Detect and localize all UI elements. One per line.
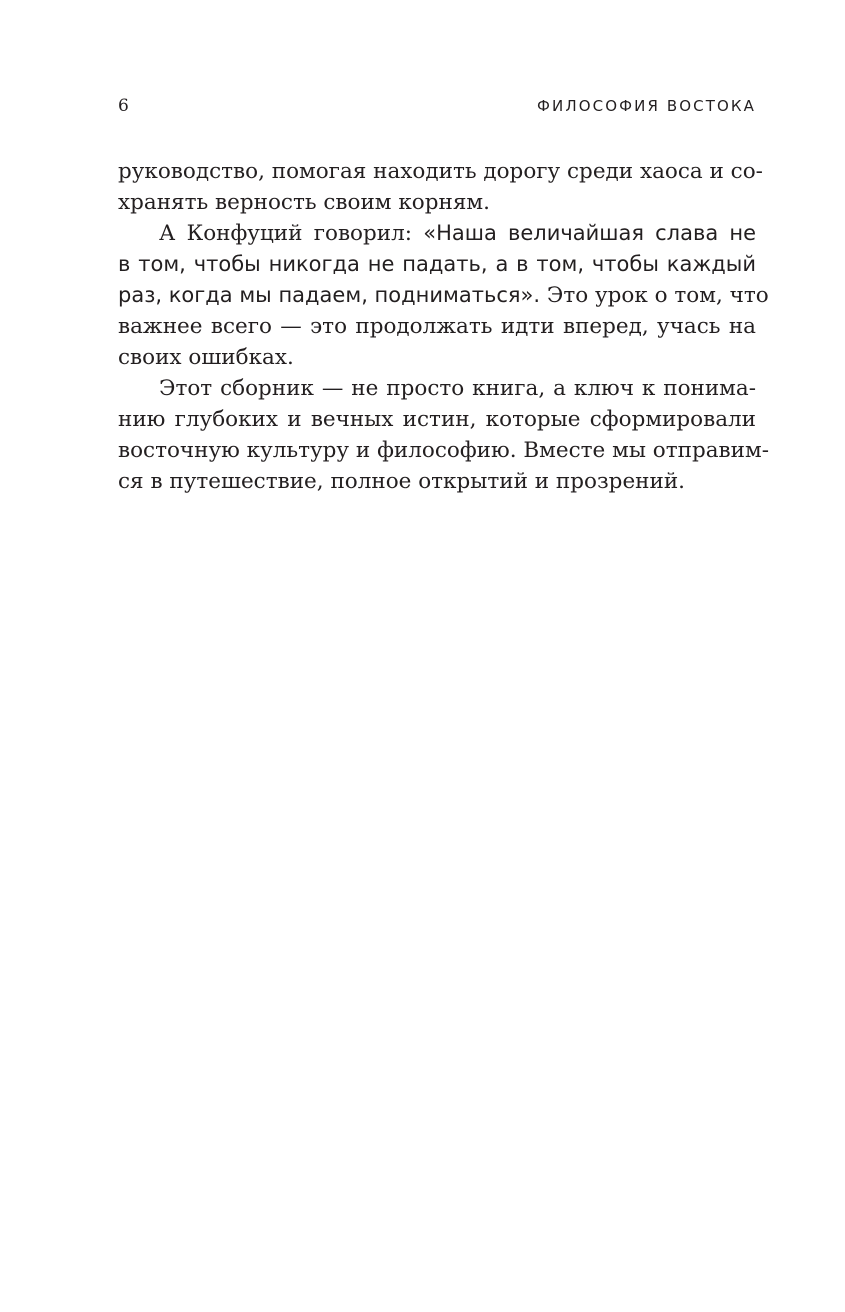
text-line: ся в путешествие, полное открытий и прозрений. bbox=[118, 469, 685, 494]
page-number: 6 bbox=[118, 96, 129, 116]
running-head: ФИЛОСОФИЯ ВОСТОКА bbox=[537, 97, 756, 115]
text-line: в том, чтобы никогда не падать, а в том, чтобы каждый bbox=[118, 252, 756, 276]
text-line: Этот сборник — не просто книга, а ключ к понима- bbox=[159, 376, 756, 401]
quote-run: раз, когда мы падаем, подниматься». bbox=[118, 283, 541, 307]
text-line: важнее всего — это продолжать идти вперед, учась на bbox=[118, 314, 756, 339]
text-run: Это урок о том, что bbox=[540, 283, 769, 308]
text-line: своих ошибках. bbox=[118, 345, 294, 370]
text-line: восточную культуру и философию. Вместе мы отправим- bbox=[118, 438, 769, 463]
text-line bbox=[118, 280, 769, 311]
text-line bbox=[118, 218, 756, 249]
paragraph-2 bbox=[118, 218, 769, 373]
quote-run: «Наша величайшая слава не bbox=[423, 221, 756, 245]
paragraph-3 bbox=[118, 373, 769, 497]
paragraph-1 bbox=[118, 156, 763, 218]
text-line: нию глубоких и вечных истин, которые сформировали bbox=[118, 407, 756, 432]
body-text bbox=[118, 156, 769, 497]
text-run: А Конфуций говорил: bbox=[159, 221, 424, 246]
text-line: руководство, помогая находить дорогу среди хаоса и со- bbox=[118, 159, 763, 184]
text-line: хранять верность своим корням. bbox=[118, 190, 490, 215]
